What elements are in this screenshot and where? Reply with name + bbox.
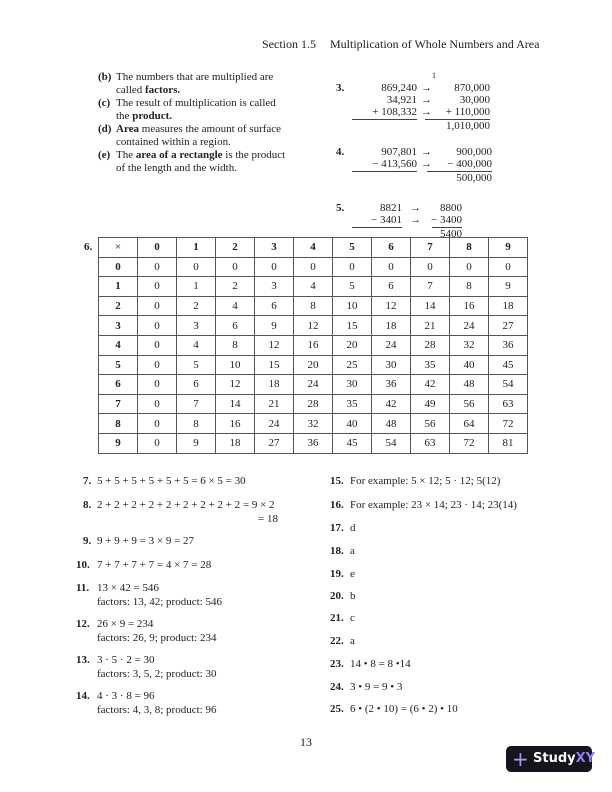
table-cell: 2: [177, 296, 216, 316]
table-row: [99, 375, 528, 395]
answer-line: d: [350, 522, 356, 534]
table-cell: 40: [450, 355, 489, 375]
table-cell: 0: [372, 257, 411, 277]
table-cell: 3: [177, 316, 216, 336]
table-cell: 15: [333, 316, 372, 336]
table-cell: 45: [333, 433, 372, 453]
table-cell: 14: [216, 394, 255, 414]
table-cell: 16: [450, 296, 489, 316]
answer-line: 26 × 9 = 234: [97, 618, 154, 630]
table-cell: 10: [216, 355, 255, 375]
section-label: Section 1.5: [262, 37, 316, 51]
answer-line: For example: 5 × 12; 5 · 12; 5(12): [350, 475, 501, 487]
row-header: 0: [99, 257, 138, 277]
table-cell: 56: [450, 394, 489, 414]
answer-line: a: [350, 545, 355, 557]
answer-line: For example: 23 × 14; 23 · 14; 23(14): [350, 499, 517, 511]
table-cell: 42: [372, 394, 411, 414]
estimate-left: 8821: [380, 202, 402, 214]
answer-line: 2 + 2 + 2 + 2 + 2 + 2 + 2 + 2 + 2 = 9 × 2: [97, 499, 275, 511]
answer-18: 18.: [330, 545, 344, 557]
table-cell: 28: [411, 335, 450, 355]
row-header: 6: [99, 375, 138, 395]
estimate-left: − 413,560: [352, 158, 417, 172]
studyxy-logo: + StudyXY: [506, 746, 592, 772]
table-cell: 0: [138, 316, 177, 336]
row-header: 2: [99, 296, 138, 316]
exercise-4-number: 4.: [336, 146, 345, 158]
table-cell: 9: [489, 277, 528, 297]
table-cell: 18: [489, 296, 528, 316]
estimate-total: 1,010,000: [425, 119, 490, 133]
answer-line: 5 + 5 + 5 + 5 + 5 + 5 = 6 × 5 = 30: [97, 475, 246, 487]
table-cell: 40: [333, 414, 372, 434]
answer-15: 15.: [330, 475, 344, 487]
estimate-right: 8800: [440, 202, 462, 214]
table-cell: 12: [372, 296, 411, 316]
answer-line: 4 · 3 · 8 = 96: [97, 690, 155, 702]
table-cell: 16: [294, 335, 333, 355]
table-cell: 0: [216, 257, 255, 277]
table-cell: 0: [333, 257, 372, 277]
estimate-right: 30,000: [459, 94, 490, 106]
column-header: 2: [216, 238, 255, 258]
table-cell: 8: [450, 277, 489, 297]
answer-21: 21.: [330, 612, 344, 624]
table-cell: 8: [177, 414, 216, 434]
row-header: 7: [99, 394, 138, 414]
estimate-right: − 3400: [431, 214, 462, 226]
answer-line: e: [350, 568, 355, 580]
answer-9: 9.: [83, 535, 92, 547]
column-header: 7: [411, 238, 450, 258]
table-cell: 24: [294, 375, 333, 395]
corner-cell: ×: [99, 238, 138, 258]
plus-icon: +: [512, 747, 529, 771]
table-cell: 0: [411, 257, 450, 277]
table-row: [99, 277, 528, 297]
arrow-icon: →: [421, 158, 432, 170]
carry-digit: 1: [432, 71, 436, 80]
table-cell: 64: [450, 414, 489, 434]
answer-line: 6 • (2 • 10) = (6 • 2) • 10: [350, 703, 458, 715]
answer-line: = 18: [258, 513, 278, 525]
table-cell: 1: [177, 277, 216, 297]
table-cell: 0: [255, 257, 294, 277]
table-row: [99, 316, 528, 336]
answer-line: factors: 3, 5, 2; product: 30: [97, 668, 217, 680]
table-row: [99, 394, 528, 414]
column-header: 3: [255, 238, 294, 258]
exercise-6-number: 6.: [84, 241, 93, 253]
table-cell: 0: [138, 296, 177, 316]
table-cell: 81: [489, 433, 528, 453]
exercise-5-number: 5.: [336, 202, 345, 214]
estimate-total: 500,000: [427, 171, 492, 185]
row-header: 8: [99, 414, 138, 434]
table-cell: 0: [138, 433, 177, 453]
answer-12: 12.: [76, 618, 90, 630]
table-cell: 54: [372, 433, 411, 453]
table-cell: 35: [411, 355, 450, 375]
table-cell: 28: [294, 394, 333, 414]
table-cell: 12: [255, 335, 294, 355]
table-cell: 56: [411, 414, 450, 434]
table-cell: 24: [255, 414, 294, 434]
table-cell: 63: [411, 433, 450, 453]
column-header: 6: [372, 238, 411, 258]
table-cell: 7: [177, 394, 216, 414]
table-cell: 0: [138, 375, 177, 395]
table-cell: 72: [450, 433, 489, 453]
table-cell: 24: [372, 335, 411, 355]
table-cell: 0: [489, 257, 528, 277]
table-cell: 0: [138, 414, 177, 434]
table-cell: 25: [333, 355, 372, 375]
answer-22: 22.: [330, 635, 344, 647]
table-cell: 0: [138, 257, 177, 277]
estimate-right: 870,000: [454, 82, 490, 94]
answer-13: 13.: [76, 654, 90, 666]
answer-line: c: [350, 612, 355, 624]
page: Section 1.5 Multiplication of Whole Numbers and Area (b) The numbers that are multiplied are called factors. (c) The result of multiplication is called the product. (d) Area measures the amount of surface contained within a region. (e) The area of a rectangle is the product of the length and the width. 3. 1 869,240 34,921 + 108,332 → → → 870,000 30,000 + 110,000 1,010,000 4. 907,801 − 413,560 → → 900,000 − 400,000 500,000 5. 8821 − 3401 → → 8800 − 3400 5400 6. × 0 1 2 3 4 5 6 7 8 9 0 0 0 0 0 0 0 0 0 0 0 1 0 1 2 3 4 5 6 7 8 9 2 0 2 4 6 8 10 12 14 16 18 3 0 3 6 9 12 15 18 21 24 27 4 0 4 8 12 16 20 24 28 32 36 5 0 5 10 15 20 25 30 35 40 45 6 0 6 12 18 24 30 36 42 48 54 7 0 7 14 21 28 35 42 49 56 63 8 0 8 16 24 32 40 48 56 64 72 9 0 9 18 27 36 45 54 63 72 81 7. 5 + 5 + 5 + 5 + 5 + 5 = 6 × 5 = 30 8. 2 + 2 + 2 + 2 + 2 + 2 + 2 + 2 + 2 = 9 × 2 = 18 9. 9 + 9 + 9 = 3 × 9 = 27 10. 7 + 7 + 7 + 7 = 4 × 7 = 28 11. 13 × 42 = 546 factors: 13, 42; product: 546 12. 26 × 9 = 234 factors: 26, 9; product: 234 13. 3 · 5 · 2 = 30 factors: 3, 5, 2; product: 30 14. 4 · 3 · 8 = 96 factors: 4, 3, 8; product: 96 15. For example: 5 × 12; 5 · 12; 5(12) 16. For example: 23 × 14; 23 · 14; 23(14) 17. d 18. a 19. e 20. b 21. c 22. a 23. 14 • 8 = 8 •14 24. 3 • 9 = 9 • 3 25. 6 • (2 • 10) = (6 • 2) • 10 13 + StudyXY: [0, 0, 612, 792]
table-cell: 6: [255, 296, 294, 316]
answer-line: 3 · 5 · 2 = 30: [97, 654, 155, 666]
table-cell: 6: [177, 375, 216, 395]
answer-line: 14 • 8 = 8 •14: [350, 658, 411, 670]
answer-line: factors: 26, 9; product: 234: [97, 632, 217, 644]
answer-line: a: [350, 635, 355, 647]
answer-line: b: [350, 590, 356, 602]
table-cell: 18: [255, 375, 294, 395]
column-header: 8: [450, 238, 489, 258]
table-cell: 36: [294, 433, 333, 453]
table-cell: 30: [333, 375, 372, 395]
row-header: 9: [99, 433, 138, 453]
answer-17: 17.: [330, 522, 344, 534]
arrow-icon: →: [421, 146, 432, 158]
multiplication-table: [98, 237, 528, 454]
estimate-right: 900,000: [456, 146, 492, 158]
table-cell: 48: [450, 375, 489, 395]
row-header: 1: [99, 277, 138, 297]
arrow-icon: →: [421, 82, 432, 94]
answer-line: 9 + 9 + 9 = 3 × 9 = 27: [97, 535, 195, 547]
table-cell: 12: [294, 316, 333, 336]
table-cell: 3: [255, 277, 294, 297]
table-cell: 15: [255, 355, 294, 375]
table-cell: 0: [138, 355, 177, 375]
estimate-right: − 400,000: [447, 158, 492, 170]
column-header: 4: [294, 238, 333, 258]
table-cell: 4: [294, 277, 333, 297]
table-cell: 36: [372, 375, 411, 395]
table-cell: 45: [489, 355, 528, 375]
estimate-total: 5400: [432, 227, 462, 241]
estimate-left: 869,240: [381, 82, 417, 94]
table-cell: 35: [333, 394, 372, 414]
answer-16: 16.: [330, 499, 344, 511]
table-cell: 16: [216, 414, 255, 434]
answer-14: 14.: [76, 690, 90, 702]
table-cell: 32: [450, 335, 489, 355]
table-cell: 42: [411, 375, 450, 395]
table-cell: 63: [489, 394, 528, 414]
table-cell: 21: [411, 316, 450, 336]
answer-7: 7.: [83, 475, 92, 487]
table-cell: 7: [411, 277, 450, 297]
table-header-row: [99, 238, 528, 258]
table-cell: 8: [216, 335, 255, 355]
column-header: 0: [138, 238, 177, 258]
answer-line: factors: 13, 42; product: 546: [97, 596, 222, 608]
table-cell: 4: [216, 296, 255, 316]
exercise-3-number: 3.: [336, 82, 345, 94]
table-cell: 20: [333, 335, 372, 355]
table-row: [99, 355, 528, 375]
estimate-left: 34,921: [386, 94, 417, 106]
table-cell: 8: [294, 296, 333, 316]
table-cell: 0: [138, 394, 177, 414]
column-header: 5: [333, 238, 372, 258]
table-cell: 32: [294, 414, 333, 434]
table-cell: 30: [372, 355, 411, 375]
row-header: 4: [99, 335, 138, 355]
page-number: 13: [300, 735, 312, 749]
answer-11: 11.: [76, 582, 90, 594]
answer-8: 8.: [83, 499, 92, 511]
table-cell: 5: [333, 277, 372, 297]
table-cell: 36: [489, 335, 528, 355]
row-header: 5: [99, 355, 138, 375]
table-cell: 12: [216, 375, 255, 395]
answer-20: 20.: [330, 590, 344, 602]
answer-24: 24.: [330, 681, 344, 693]
answer-line: factors: 4, 3, 8; product: 96: [97, 704, 217, 716]
table-cell: 48: [372, 414, 411, 434]
table-cell: 27: [255, 433, 294, 453]
table-cell: 54: [489, 375, 528, 395]
estimate-right: + 110,000: [445, 106, 490, 118]
table-cell: 20: [294, 355, 333, 375]
answer-25: 25.: [330, 703, 344, 715]
answer-23: 23.: [330, 658, 344, 670]
arrow-icon: →: [410, 214, 421, 226]
estimate-left: 907,801: [381, 146, 417, 158]
section-title: Multiplication of Whole Numbers and Area: [330, 37, 540, 51]
table-cell: 18: [372, 316, 411, 336]
column-header: 1: [177, 238, 216, 258]
arrow-icon: →: [421, 94, 432, 106]
table-cell: 6: [216, 316, 255, 336]
table-cell: 49: [411, 394, 450, 414]
arrow-icon: →: [410, 202, 421, 214]
answer-10: 10.: [76, 559, 90, 571]
table-cell: 14: [411, 296, 450, 316]
table-cell: 9: [255, 316, 294, 336]
table-cell: 2: [216, 277, 255, 297]
table-row: [99, 414, 528, 434]
row-header: 3: [99, 316, 138, 336]
answer-line: 7 + 7 + 7 + 7 = 4 × 7 = 28: [97, 559, 212, 571]
estimate-left: + 108,332: [352, 106, 417, 120]
table-row: [99, 433, 528, 453]
answer-line: 3 • 9 = 9 • 3: [350, 681, 403, 693]
table-row: [99, 296, 528, 316]
arrow-icon: →: [421, 106, 432, 118]
estimate-left: − 3401: [352, 214, 402, 228]
table-cell: 5: [177, 355, 216, 375]
column-header: 9: [489, 238, 528, 258]
table-cell: 21: [255, 394, 294, 414]
table-cell: 9: [177, 433, 216, 453]
answer-line: 13 × 42 = 546: [97, 582, 159, 594]
table-row: [99, 335, 528, 355]
table-cell: 72: [489, 414, 528, 434]
table-cell: 10: [333, 296, 372, 316]
table-cell: 0: [294, 257, 333, 277]
table-cell: 0: [177, 257, 216, 277]
table-cell: 0: [138, 277, 177, 297]
answer-19: 19.: [330, 568, 344, 580]
table-cell: 0: [450, 257, 489, 277]
table-cell: 24: [450, 316, 489, 336]
table-cell: 6: [372, 277, 411, 297]
table-cell: 4: [177, 335, 216, 355]
table-cell: 18: [216, 433, 255, 453]
table-cell: 0: [138, 335, 177, 355]
table-row: [99, 257, 528, 277]
table-cell: 27: [489, 316, 528, 336]
